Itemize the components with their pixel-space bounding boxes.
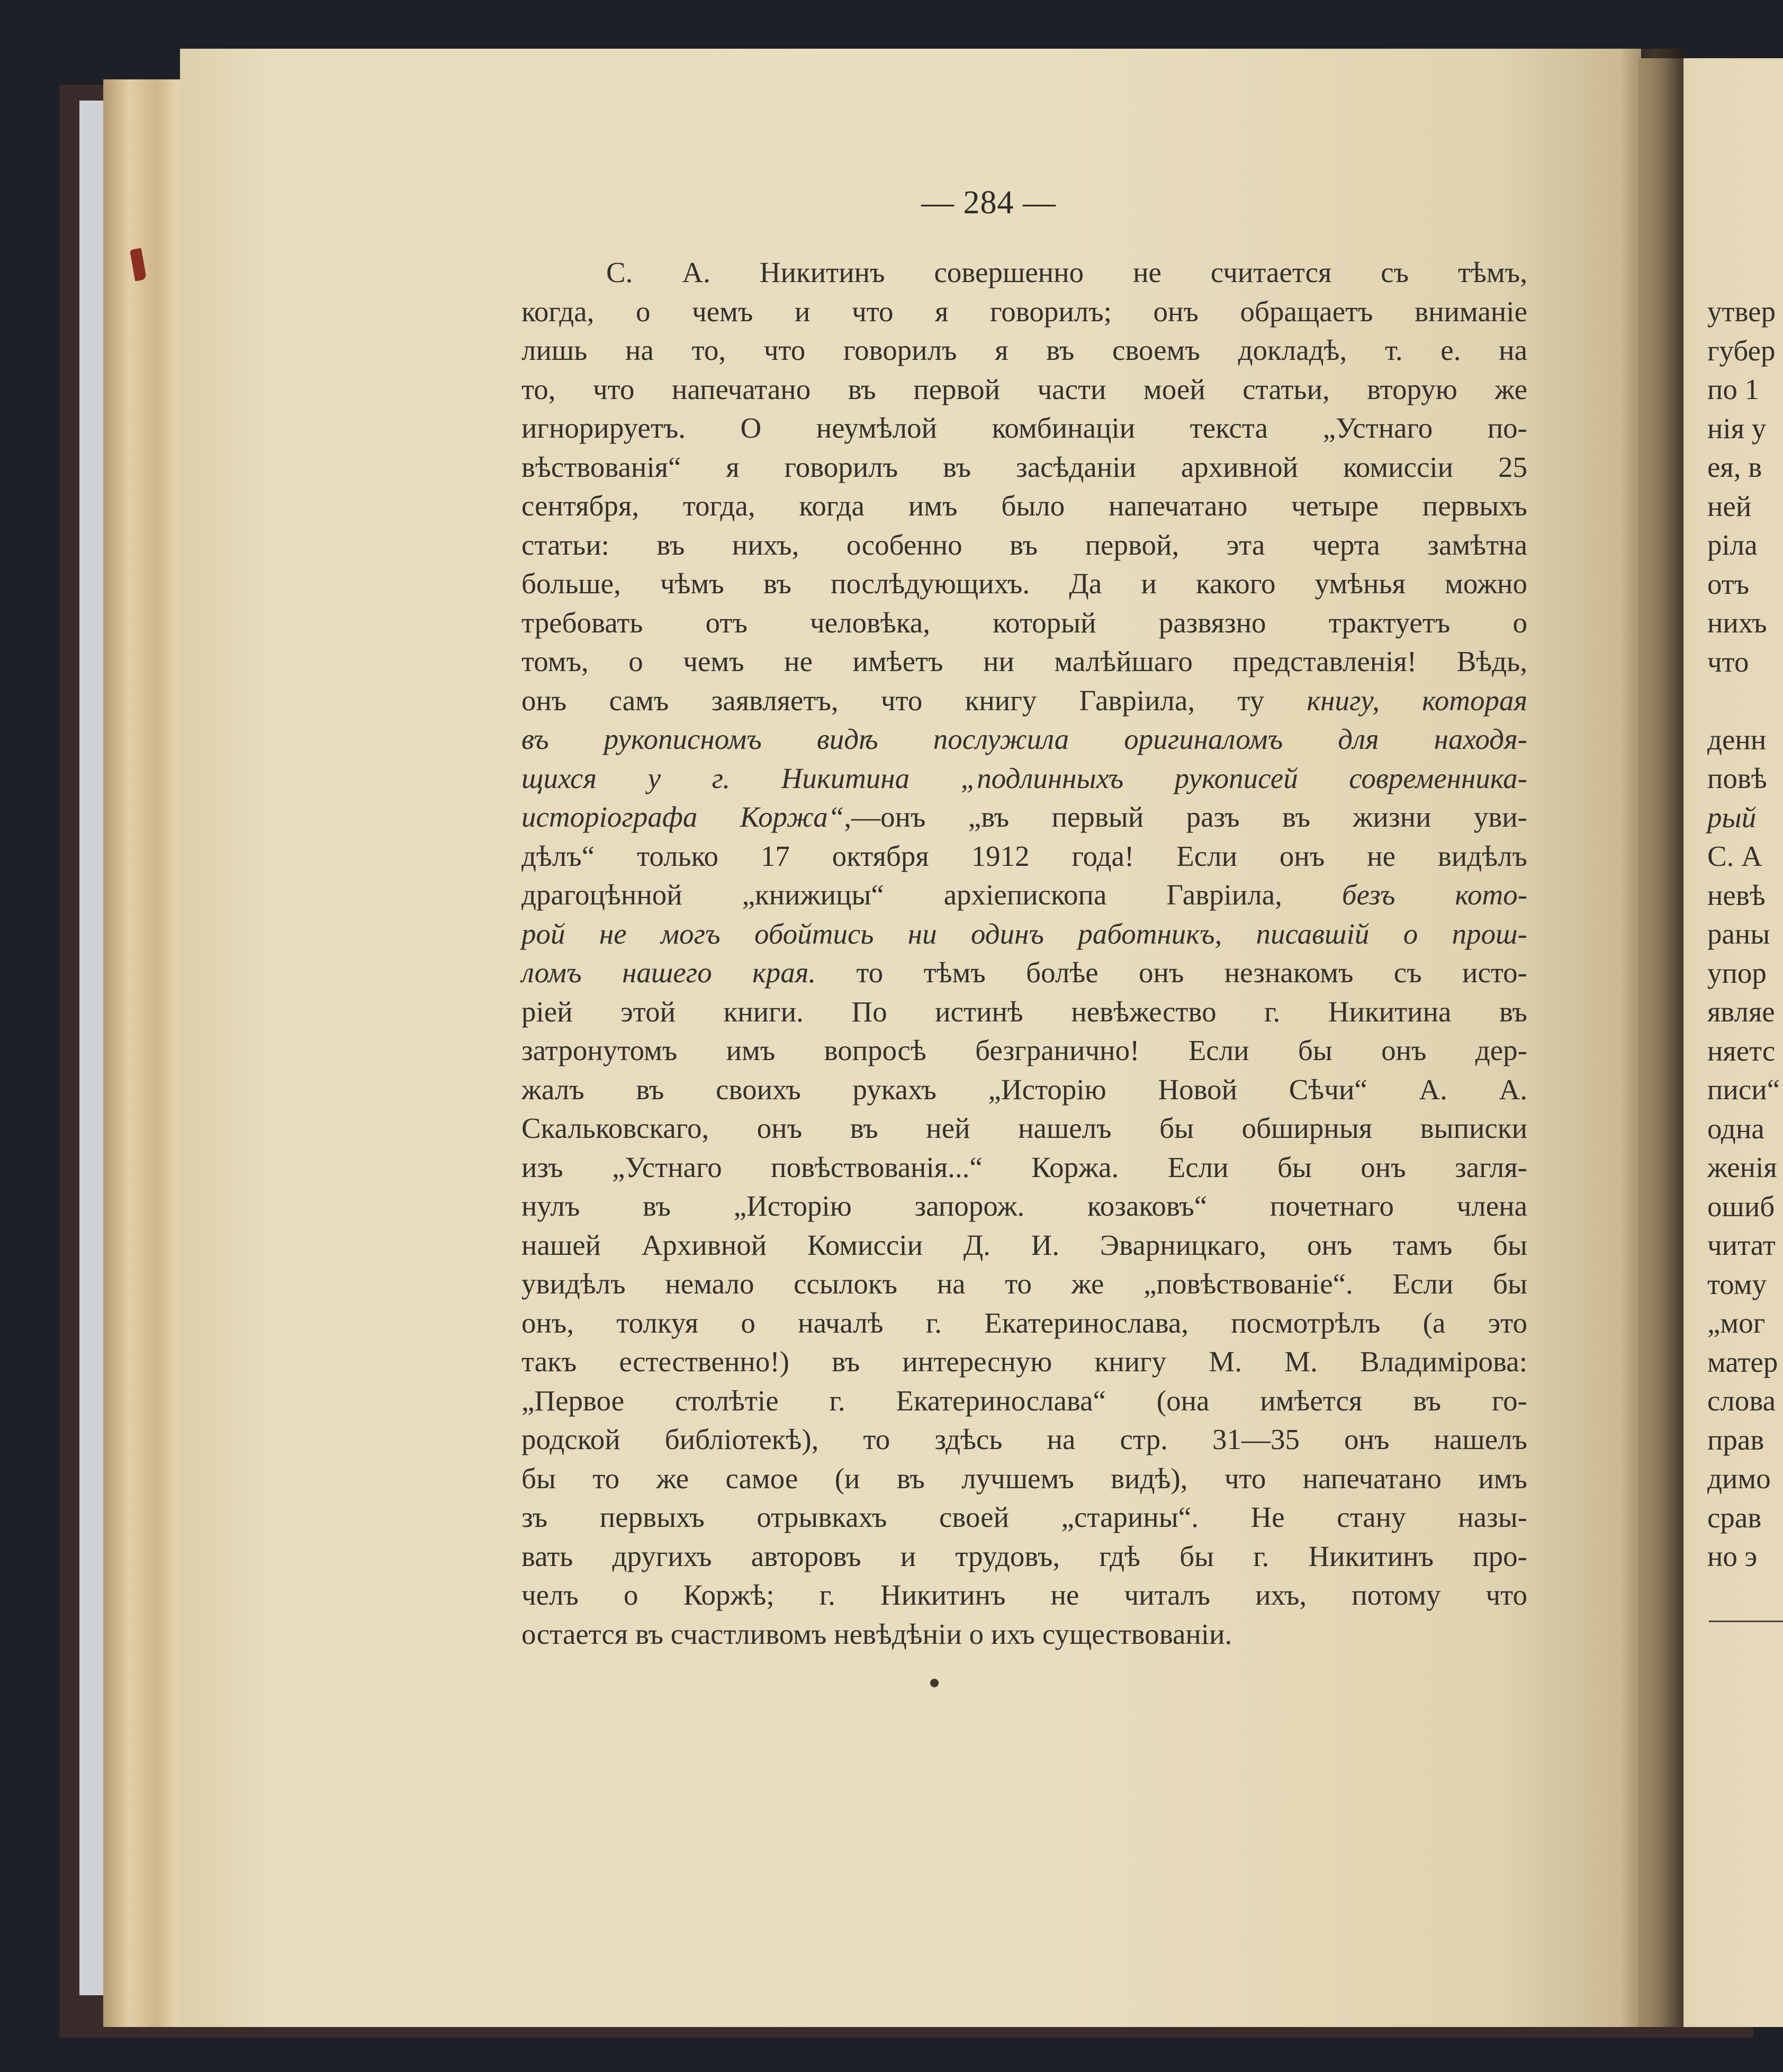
text-line: родской библіотекѣ), то здѣсь на стр. 31—35 онъ нашелъ — [521, 1423, 1527, 1455]
text-segment: ,—онъ „въ первый разъ въ жизни уви- — [844, 801, 1527, 833]
text-line: такъ естественно!) въ интересную книгу М. М. Владимірова: — [521, 1345, 1527, 1378]
text-line: „Первое столѣтіе г. Екатеринослава“ (она имѣется въ го- — [521, 1384, 1527, 1417]
text-segment: то тѣмъ болѣе онъ незнакомъ съ исто- — [816, 956, 1527, 989]
facing-line: читат — [1707, 1229, 1776, 1261]
text-line: сентября, тогда, когда имъ было напечатано четыре первыхъ — [521, 490, 1527, 522]
facing-line: ней — [1707, 490, 1752, 522]
facing-line: по 1 — [1707, 373, 1760, 405]
text-line — [521, 798, 1527, 837]
facing-line: слова — [1707, 1385, 1776, 1417]
italic-segment: безъ кото- — [1341, 879, 1528, 911]
text-line: онъ, толкуя о началѣ г. Екатеринослава, посмотрѣлъ (а это — [521, 1306, 1527, 1339]
facing-line: нія у — [1707, 412, 1767, 445]
text-line — [521, 875, 1527, 915]
facing-line: губер — [1707, 334, 1776, 367]
book-gutter — [1620, 49, 1683, 2027]
facing-line: димо — [1707, 1462, 1771, 1495]
facing-line: ея, в — [1707, 451, 1762, 483]
ink-speck — [930, 1679, 939, 1687]
text-line: нашей Архивной Комиссіи Д. И. Эварницкаго, онъ тамъ бы — [521, 1228, 1527, 1261]
facing-line: прав — [1707, 1423, 1764, 1456]
text-line: игнорируетъ. О неумѣлой комбинаціи текста „Устнаго по- — [521, 412, 1527, 444]
italic-segment: въ рукописномъ видѣ послужила оригиналомъ для находя- — [521, 723, 1527, 755]
text-line: бы то же самое (и въ лучшемъ видѣ), что напечатано имъ — [521, 1462, 1527, 1495]
facing-line: являе — [1707, 996, 1775, 1028]
footnote-rule — [1709, 1621, 1783, 1622]
facing-line: одна — [1707, 1112, 1764, 1145]
italic-segment: книгу, которая — [1307, 684, 1528, 717]
italic-segment: ломъ нашего края. — [521, 956, 816, 989]
facing-line: срав — [1707, 1501, 1762, 1534]
facing-line: утвер — [1707, 295, 1776, 328]
facing-line: невѣ — [1707, 879, 1766, 911]
text-segment: драгоцѣнной „книжицы“ архіепископа Гавріила, — [521, 879, 1342, 911]
facing-line: няетс — [1707, 1034, 1776, 1067]
text-line: зъ первыхъ отрывкахъ своей „старины“. Не стану назы- — [521, 1501, 1527, 1533]
text-line — [521, 720, 1527, 759]
text-line — [521, 915, 1527, 954]
text-line: больше, чѣмъ въ послѣдующихъ. Да и какого умѣнья можно — [521, 567, 1527, 600]
facing-line: что — [1707, 645, 1749, 678]
italic-segment: щихся у г. Никитина „подлинныхъ рукописей современника- — [521, 762, 1527, 794]
text-line — [521, 681, 1527, 720]
italic-segment: рый — [1707, 801, 1757, 834]
text-line: С. А. Никитинъ совершенно не считается съ тѣмъ, — [606, 256, 1527, 288]
facing-line — [1707, 681, 1783, 720]
facing-line: матер — [1707, 1345, 1778, 1378]
text-line — [521, 953, 1527, 992]
text-line: когда, о чемъ и что я говорилъ; онъ обращаетъ вниманіе — [521, 295, 1527, 328]
text-line: то, что напечатано въ первой части моей статьи, вторую же — [521, 373, 1527, 405]
text-line: челъ о Коржѣ; г. Никитинъ не читалъ ихъ, потому что — [521, 1579, 1527, 1611]
text-line: лишь на то, что говорилъ я въ своемъ докладѣ, т. е. на — [521, 334, 1527, 366]
text-segment: онъ самъ заявляетъ, что книгу Гавріила, ту — [521, 684, 1307, 717]
text-line — [521, 759, 1527, 798]
facing-line: нихъ — [1707, 607, 1767, 639]
facing-line: упор — [1707, 956, 1767, 989]
text-line: нулъ въ „Исторію запорож. козаковъ“ почетнаго члена — [521, 1190, 1527, 1222]
facing-line: ошиб — [1707, 1190, 1775, 1223]
text-line: вѣствованія“ я говорилъ въ засѣданіи архивной комиссіи 25 — [521, 450, 1527, 483]
text-line: жалъ въ своихъ рукахъ „Исторію Новой Сѣчи“ А. А. — [521, 1073, 1527, 1106]
facing-line: но э — [1707, 1540, 1758, 1572]
facing-line: писи“ — [1707, 1073, 1780, 1106]
facing-line: повѣ — [1707, 762, 1767, 794]
text-line: вать другихъ авторовъ и трудовъ, гдѣ бы г. Никитинъ про- — [521, 1540, 1527, 1572]
facing-line: тому — [1707, 1268, 1767, 1300]
text-line: Скальковскаго, онъ въ ней нашелъ бы обширныя выписки — [521, 1112, 1527, 1144]
text-line: увидѣлъ немало ссылокъ на то же „повѣствованіе“. Если бы — [521, 1268, 1527, 1300]
page-number: — 284 — — [921, 185, 1056, 221]
facing-page-text — [1707, 292, 1783, 1576]
main-text — [521, 253, 1527, 1653]
facing-line: С. А — [1707, 840, 1762, 872]
facing-line: отъ — [1707, 567, 1750, 600]
text-line: статьи: въ нихъ, особенно въ первой, эта черта замѣтна — [521, 528, 1527, 561]
facing-line: ріла — [1707, 529, 1758, 561]
text-line: изъ „Устнаго повѣствованія...“ Коржа. Если бы онъ загля- — [521, 1151, 1527, 1183]
text-line: дѣлъ“ только 17 октября 1912 года! Если онъ не видѣлъ — [521, 839, 1527, 872]
text-line: томъ, о чемъ не имѣетъ ни малѣйшаго представленія! Вѣдь, — [521, 645, 1527, 677]
text-line: остается въ счастливомъ невѣдѣніи о ихъ существованіи. — [521, 1617, 1232, 1650]
facing-line: женія — [1707, 1151, 1777, 1183]
italic-segment: рой не могъ обойтись ни одинъ работникъ, писавшій о прош- — [521, 917, 1527, 950]
text-line: требовать отъ человѣка, который развязно трактуетъ о — [521, 606, 1527, 639]
text-line: ріей этой книги. По истинѣ невѣжество г. Никитина въ — [521, 995, 1527, 1028]
facing-line: „мог — [1707, 1307, 1766, 1339]
text-line: затронутомъ имъ вопросѣ безгранично! Если бы онъ дер- — [521, 1034, 1527, 1066]
facing-line: денн — [1707, 723, 1767, 756]
facing-line: раны — [1707, 918, 1770, 950]
italic-segment: исторіографа Коржа“ — [521, 801, 844, 833]
facing-line — [1707, 798, 1783, 837]
